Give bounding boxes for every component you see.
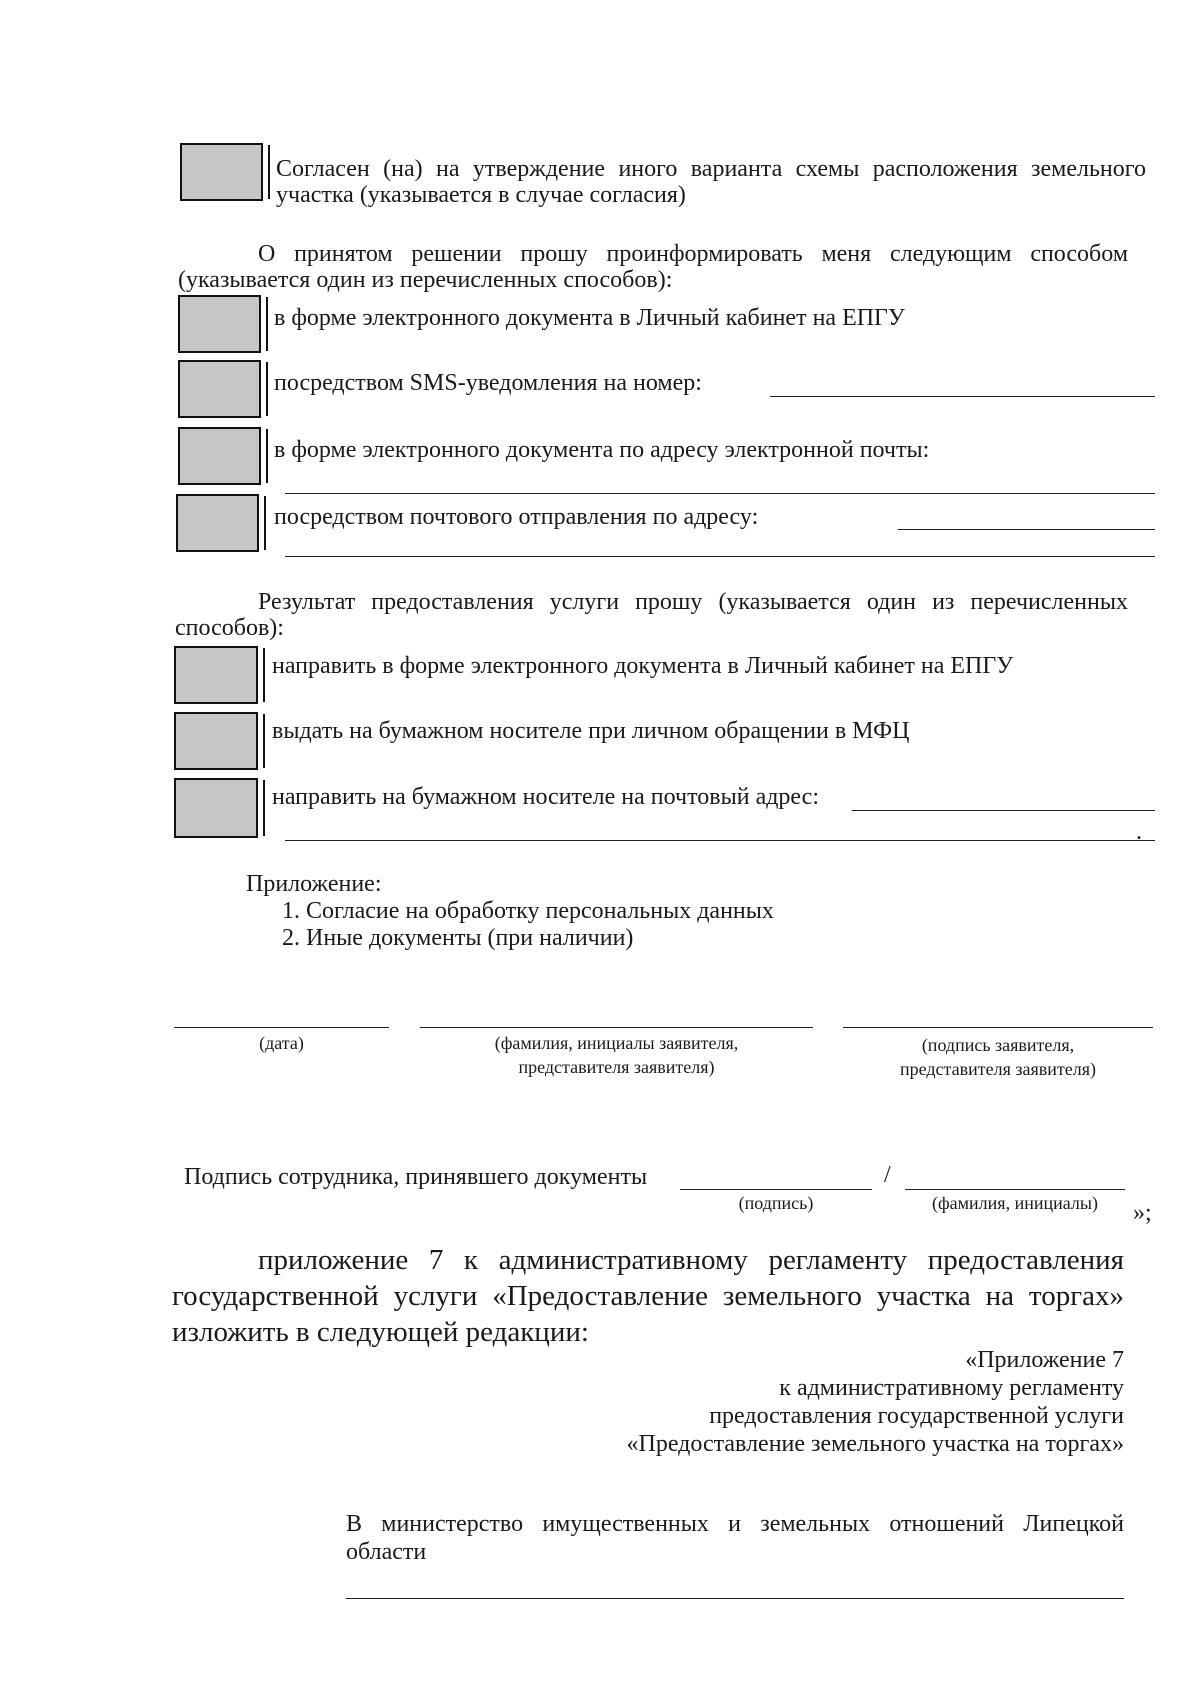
notify-checkbox-epgu[interactable]	[178, 295, 261, 353]
date-caption: (дата)	[259, 1033, 304, 1053]
result-checkbox-epgu[interactable]	[174, 646, 258, 704]
sign-caption-line2: представителя заявителя)	[900, 1059, 1096, 1079]
consent-text-line1: Согласен (на) на утверждение иного варианта схемы расположения земельного	[276, 156, 1146, 182]
amendment-line3: изложить в следующей редакции:	[172, 1316, 589, 1348]
appendix-header-line1: «Приложение 7	[965, 1347, 1124, 1373]
employee-name-caption: (фамилия, инициалы)	[932, 1193, 1098, 1213]
name-caption-line2: представителя заявителя)	[518, 1057, 715, 1077]
sign-caption-line1: (подпись заявителя,	[921, 1035, 1075, 1055]
result-post-address-line-2[interactable]	[285, 840, 1155, 841]
notify-intro-line2: (указывается один из перечисленных способов):	[178, 267, 673, 293]
consent-checkbox[interactable]	[180, 143, 263, 201]
addressee-line-blank[interactable]	[346, 1598, 1124, 1599]
email-address-line[interactable]	[285, 493, 1155, 494]
notify-option-epgu: в форме электронного документа в Личный кабинет на ЕПГУ	[274, 305, 905, 331]
notify-option-post: посредством почтового отправления по адресу:	[274, 504, 759, 530]
amendment-line1: приложение 7 к административному регламенту предоставления	[258, 1244, 1124, 1276]
employee-signature-label: Подпись сотрудника, принявшего документы	[184, 1164, 648, 1190]
date-line[interactable]	[174, 1027, 389, 1028]
addressee-line2: области	[346, 1539, 427, 1565]
result-option-epgu: направить в форме электронного документа в Личный кабинет на ЕПГУ	[272, 653, 1014, 679]
appendix-header-line3: предоставления государственной услуги	[709, 1403, 1124, 1429]
notify-checkbox-sms[interactable]	[178, 360, 261, 418]
attachment-item-1: 1. Согласие на обработку персональных данных	[282, 898, 774, 924]
result-checkbox-post[interactable]	[174, 778, 258, 838]
post-address-line-2[interactable]	[285, 556, 1155, 557]
notify-checkbox-email[interactable]	[178, 427, 261, 485]
employee-signature-line[interactable]	[680, 1189, 872, 1190]
addressee-line1: В министерство имущественных и земельных отношений Липецкой	[346, 1511, 1124, 1537]
amendment-line2: государственной услуги «Предоставление земельного участка на торгах»	[172, 1280, 1124, 1312]
result-end-dot: .	[1136, 819, 1142, 845]
applicant-signature-line[interactable]	[843, 1027, 1153, 1028]
notify-checkbox-post[interactable]	[176, 494, 259, 552]
result-post-address-line-1[interactable]	[852, 810, 1155, 811]
employee-name-line[interactable]	[905, 1189, 1125, 1190]
sms-number-line[interactable]	[770, 396, 1155, 397]
notify-intro-line1: О принятом решении прошу проинформировать меня следующим способом	[258, 241, 1128, 267]
slash: /	[884, 1162, 891, 1188]
appendix-header-line2: к административному регламенту	[779, 1375, 1124, 1401]
result-checkbox-mfc[interactable]	[174, 712, 258, 770]
attachment-item-2: 2. Иные документы (при наличии)	[282, 925, 634, 951]
result-intro-line1: Результат предоставления услуги прошу (указывается один из перечисленных	[258, 589, 1128, 615]
consent-text-line2: участка (указывается в случае согласия)	[276, 182, 686, 208]
name-caption-line1: (фамилия, инициалы заявителя,	[494, 1033, 739, 1053]
closing-quote: »;	[1133, 1200, 1152, 1226]
employee-sign-caption: (подпись)	[738, 1193, 814, 1213]
result-intro-line2: способов):	[175, 615, 284, 641]
appendix-header-line4: «Предоставление земельного участка на торгах»	[626, 1431, 1124, 1457]
result-option-post: направить на бумажном носителе на почтовый адрес:	[272, 784, 819, 810]
result-option-mfc: выдать на бумажном носителе при личном обращении в МФЦ	[272, 718, 910, 744]
notify-option-sms: посредством SMS-уведомления на номер:	[274, 370, 702, 396]
applicant-name-line[interactable]	[420, 1027, 813, 1028]
attachments-heading: Приложение:	[246, 871, 382, 897]
notify-option-email: в форме электронного документа по адресу электронной почты:	[274, 437, 930, 463]
post-address-line-1[interactable]	[898, 529, 1155, 530]
